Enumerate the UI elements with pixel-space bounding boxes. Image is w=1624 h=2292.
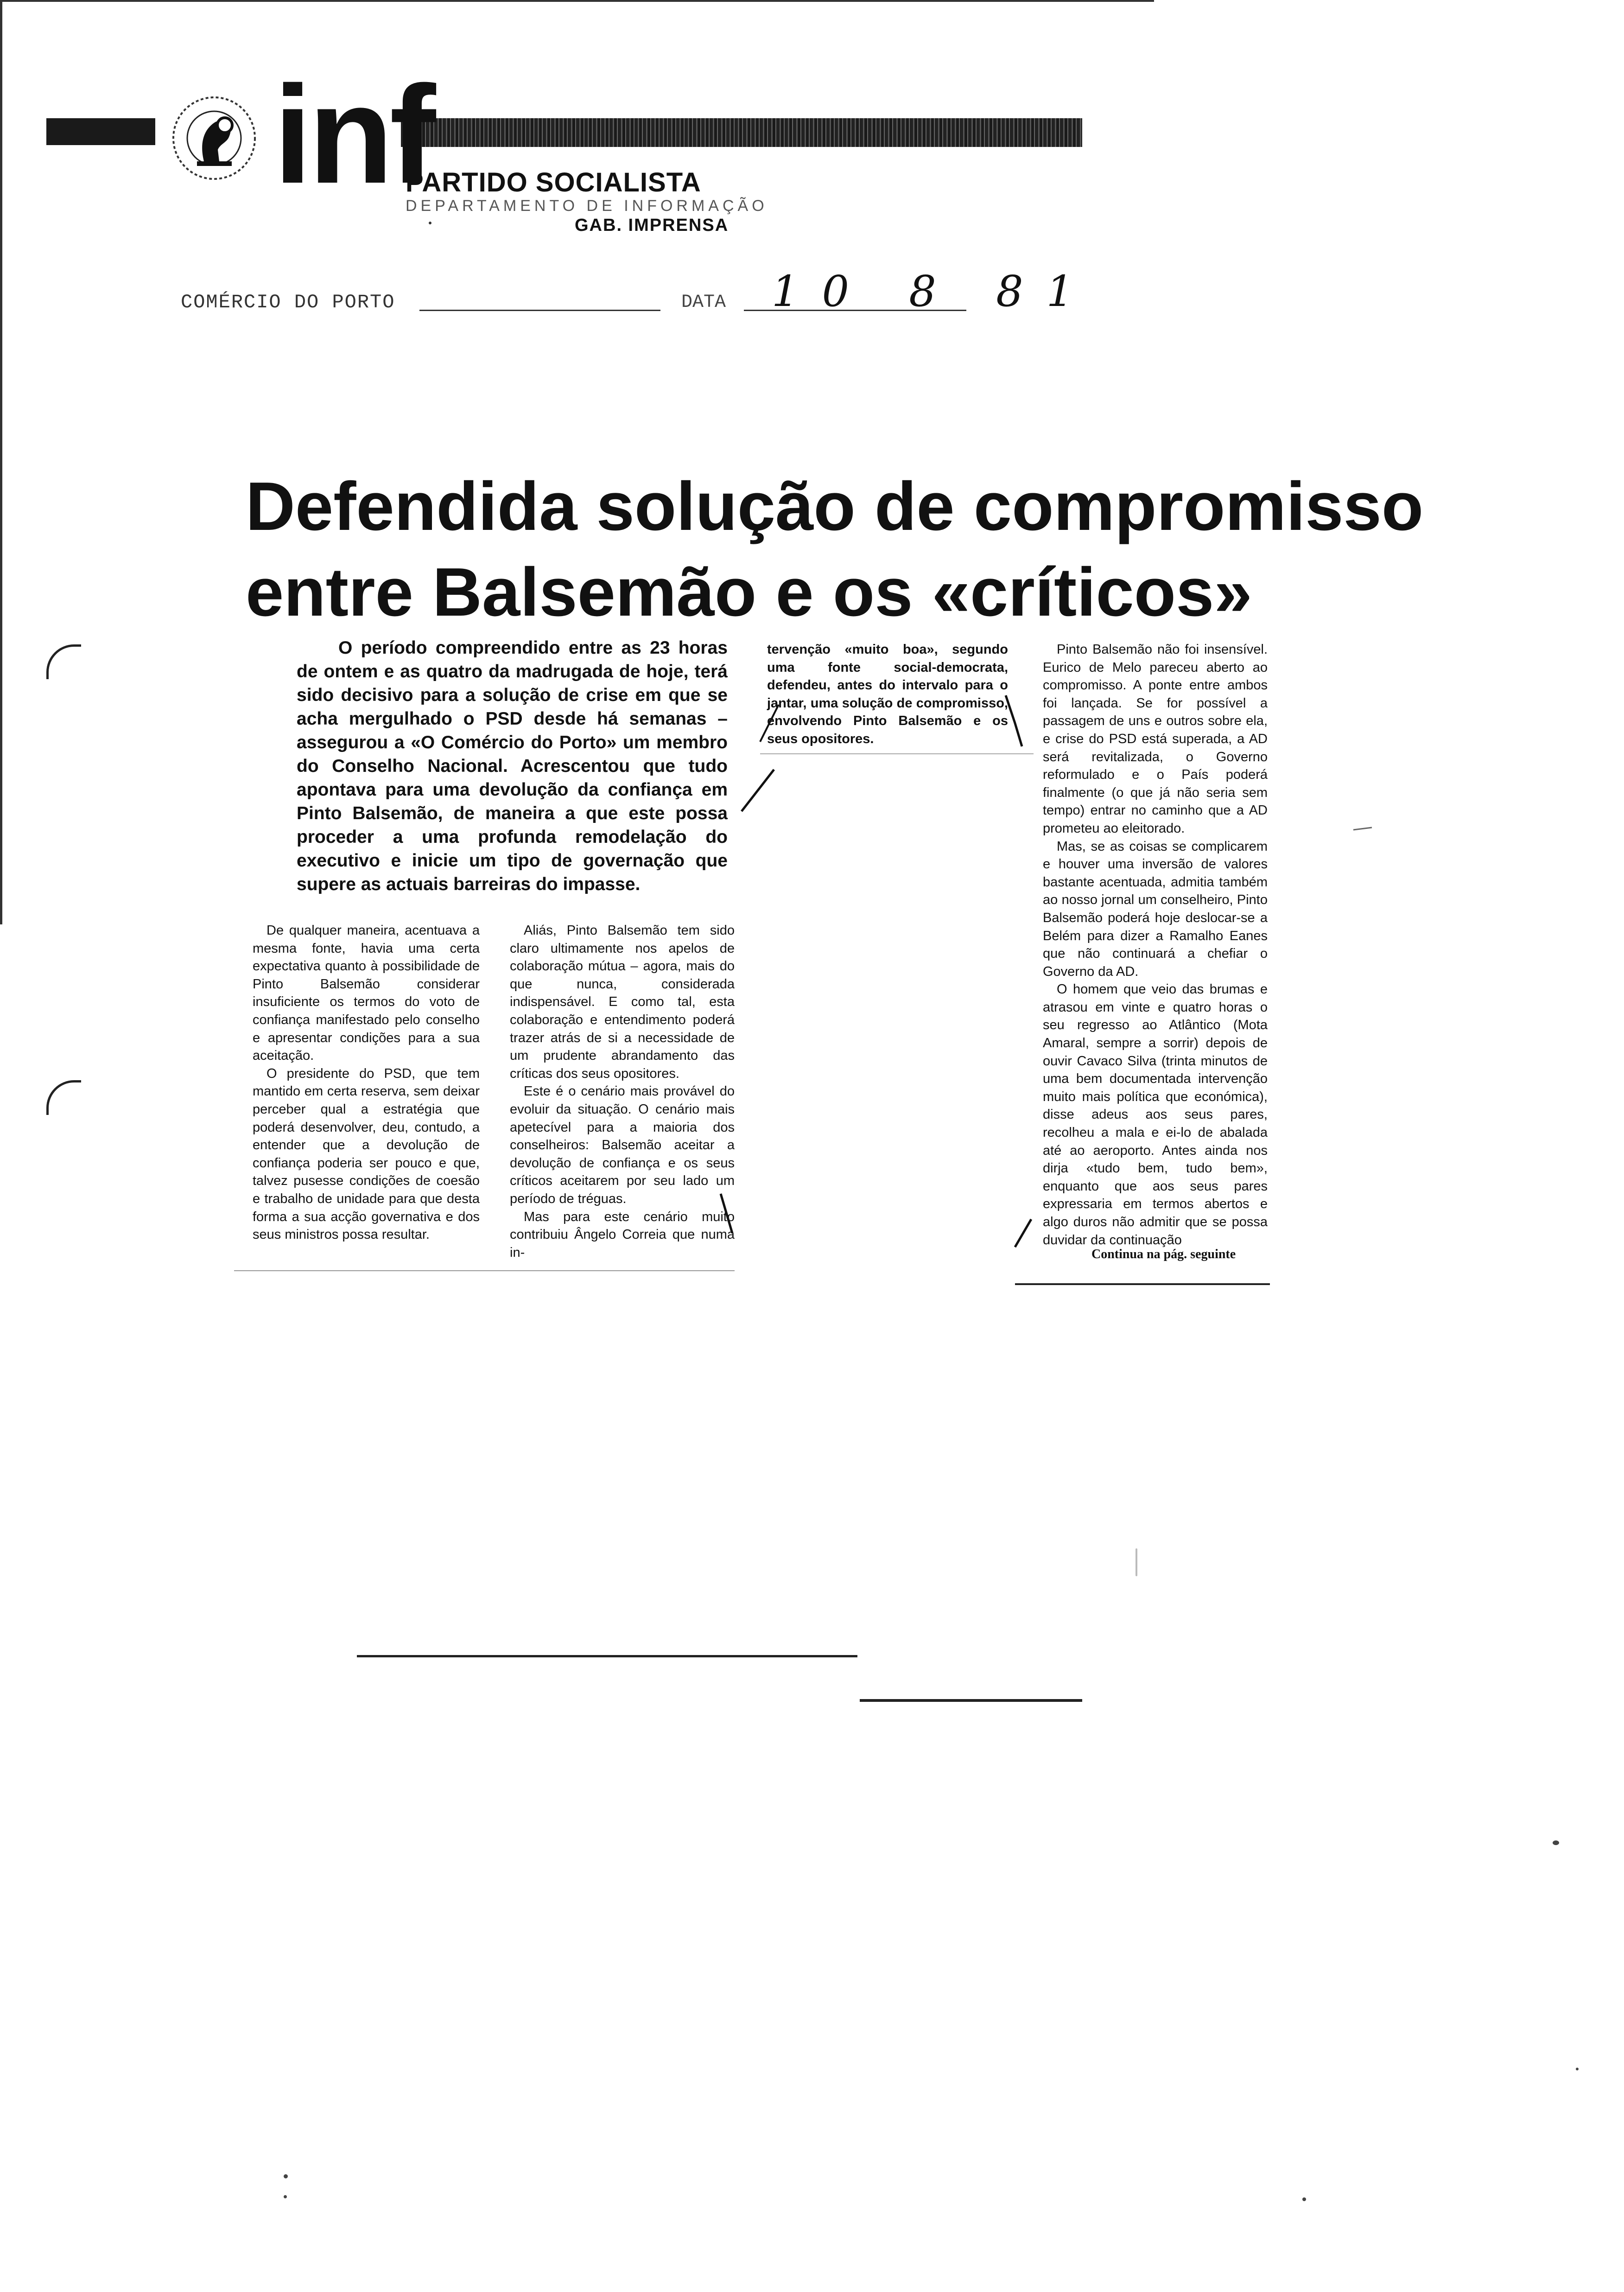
source-label: COMÉRCIO DO PORTO xyxy=(181,291,395,313)
col4-paragraph-1: Pinto Balsemão não foi insensível. Eurico de Melo pareceu aberto ao compromisso. A ponte entre ambos foi lançada. Se for possível a passagem de uns e outros sobre ela, e crise do PSD está superada, a AD será revitalizada, o Governo reformulado e o País poderá finalmente (o que já não seria sem tempo) entrar no caminho que a AD prometeu ao eleitorado. xyxy=(1043,642,1268,836)
handwritten-date: 10 8 81 xyxy=(772,267,1097,316)
col2-paragraph-1: Aliás, Pinto Balsemão tem sido claro ultimamente nos apelos de colaboração mútua – agora, mais do que nunca, considerada indispensável. E como tal, esta colaboração e entendimento poderá trazer atrás de si a necessidade de um prudente abrandamento das críticas dos seus opositores. xyxy=(510,923,735,1081)
continued-note: Continua na pág. seguinte xyxy=(1091,1247,1236,1261)
col2-paragraph-2: Este é o cenário mais provável do evoluir da situação. O cenário mais apetecível para a maioria dos conselheiros: Balsemão aceitar a devolução de confiança e os seus críticos aceitarem por seu lado um período de tréguas. xyxy=(510,1084,735,1206)
col4-paragraph-3: O homem que veio das brumas e atrasou em vinte e quatro horas o seu regresso ao Atlântico (Mota Amaral, sempre a sorrir) depois de ouvir Cavaco Silva (trinta minutos de uma bem documentada intervenção muito mais política que económica), disse adeus aos seus pares, recolheu a mala e ei-lo de abalada até ao aeroporto. Antes ainda nos dirja «tudo bem, tudo bem», enquanto que aos seus pares expressaria em termos abertos e algo duros não admitir que se possa duvidar da continuação xyxy=(1043,982,1268,1248)
lead-text: O período compreendido entre as 23 horas de ontem e as quatro da madrugada de hoje, terá sido decisivo para a solução de crise em que se acha mergulhado o PSD desde há semanas – assegurou a «O Comércio do Porto» um membro do Conselho Nacional. Acrescentou que tudo apontava para uma devolução da confiança em Pinto Balsemão, de maneira a que este possa proceder a uma profunda remodelação do executivo e inicie um tipo de governação que supere as actuais barreiras do impasse. xyxy=(297,638,728,894)
col2-paragraph-3: Mas para este cenário muito contribuiu Ângelo Correia que numa in- xyxy=(510,1209,735,1260)
date-label: DATA xyxy=(681,292,726,313)
office-name: GAB. IMPRENSA xyxy=(575,216,729,235)
party-name: PARTIDO SOCIALISTA xyxy=(406,167,701,197)
col3-paragraph-1: tervenção «muito boa», segundo uma fonte social-democrata, defendeu, antes do intervalo para o jantar, uma solução de compromisso, envolvendo Pinto Balsemão e os seus opositores. xyxy=(767,642,1008,746)
inf-logo-text: inf xyxy=(273,57,432,212)
department-name: DEPARTAMENTO DE INFORMAÇÃO xyxy=(406,197,768,215)
headline-line-1: Defendida solução de compromisso xyxy=(246,468,1424,545)
col1-paragraph-1: De qualquer maneira, acentuava a mesma fonte, havia uma certa expectativa quanto à possibilidade de Pinto Balsemão considerar insuficiente os termos do voto de confiança manifestado pelo conselho e apresentar condições para a sua aceitação. xyxy=(253,923,480,1063)
col1-paragraph-2: O presidente do PSD, que tem mantido em certa reserva, sem deixar perceber qual a estratégia que poderá desenvolver, deu, contudo, a entender que a devolução de confiança poderia ser pouco e que, talvez pusesse condições de coesão e trabalho de unidade para que desta forma a sua acção governativa e dos seus ministros possa resultar. xyxy=(253,1066,480,1242)
headline-line-2: entre Balsemão e os «críticos» xyxy=(246,554,1252,630)
col4-paragraph-2: Mas, se as coisas se complicarem e houver uma inversão de valores bastante acentuada, admitia também ao nosso jornal um conselheiro, Pinto Balsemão poderá hoje deslocar-se a Belém para dizer a Ramalho Eanes que não continuará a chefiar o Governo da AD. xyxy=(1043,839,1268,979)
